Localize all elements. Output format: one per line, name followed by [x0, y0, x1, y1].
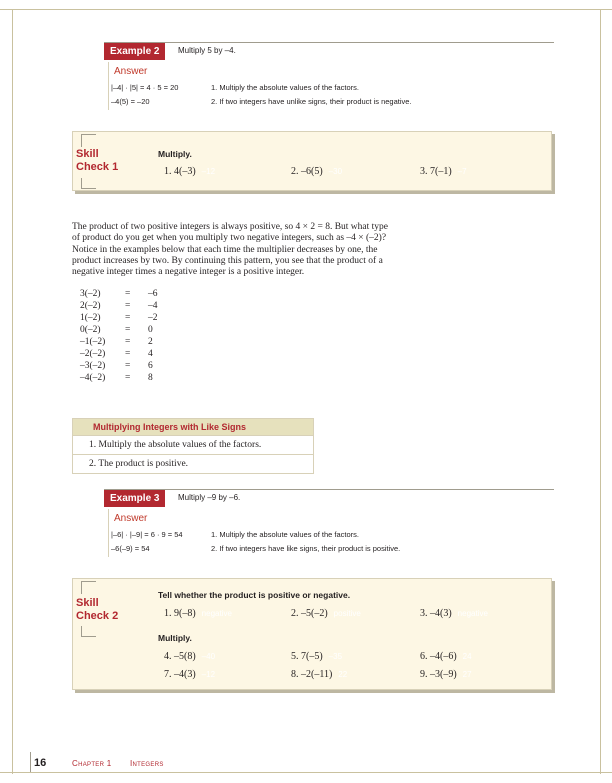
pattern-expr: –4(–2)	[80, 373, 106, 383]
skill-check-1-panel	[72, 131, 552, 191]
pattern-val: –6	[148, 289, 158, 299]
pattern-eq: =	[125, 337, 131, 347]
problem-answer: negative	[201, 609, 232, 618]
example2-math-1: |–4| · |5| = 4 · 5 = 20	[111, 83, 179, 92]
skill-check-2-problem-1	[164, 608, 232, 619]
example3-math-2: –6(–9) = 54	[111, 544, 150, 553]
pattern-row	[80, 348, 180, 360]
example2-answer-bar	[108, 62, 109, 110]
skill-check-2-heading-1: Tell whether the product is positive or negative.	[158, 590, 351, 600]
page-number: 16	[34, 757, 47, 769]
skill-check-1-label-line1: Skill	[76, 148, 99, 160]
rule-box	[72, 418, 314, 474]
pattern-row	[80, 288, 180, 300]
right-margin-rule	[600, 9, 601, 774]
left-margin-rule	[12, 9, 13, 774]
footer-chapter: Chapter 1	[72, 759, 112, 768]
problem-answer: –40	[201, 652, 216, 661]
problem-text: 8. –2(–11)	[291, 669, 333, 680]
pattern-row	[80, 312, 180, 324]
example3-answer-bar	[108, 509, 109, 557]
example3-answer-label: Answer	[114, 513, 148, 524]
pattern-val: –2	[148, 313, 158, 323]
pattern-table	[80, 288, 180, 384]
pattern-row	[80, 324, 180, 336]
skill-check-1-problem-1	[164, 166, 215, 177]
problem-answer: 24	[462, 652, 472, 661]
problem-text: 1. 4(–3)	[164, 166, 196, 177]
example2-answer-label: Answer	[114, 66, 148, 77]
paragraph-line: product increases by two. By continuing this pattern, you see that the product of a	[72, 255, 383, 266]
skill-check-1-problem-3	[420, 166, 467, 177]
problem-text: 2. –6(5)	[291, 166, 323, 177]
example3-math-1: |–6| · |–9| = 6 · 9 = 54	[111, 530, 183, 539]
problem-answer: –7	[457, 167, 467, 176]
top-rule	[0, 9, 612, 10]
pattern-val: –4	[148, 301, 158, 311]
problem-answer: –35	[328, 652, 343, 661]
problem-text: 5. 7(–5)	[291, 651, 323, 662]
problem-text: 4. –5(8)	[164, 651, 196, 662]
problem-answer: positive	[333, 609, 361, 618]
skill-check-2-problem-6	[420, 651, 472, 662]
footer-title: Integers	[130, 759, 164, 768]
pattern-expr: 3(–2)	[80, 289, 101, 299]
skill-check-2-problem-8	[291, 669, 347, 680]
problem-answer: –12	[201, 167, 216, 176]
skill-check-1-bracket-top	[81, 134, 96, 147]
pattern-val: 8	[148, 373, 153, 383]
skill-check-2-problem-4	[164, 651, 215, 662]
problem-text: 2. –5(–2)	[291, 608, 328, 619]
pattern-row	[80, 360, 180, 372]
problem-text: 3. 7(–1)	[420, 166, 452, 177]
skill-check-2-label-line2: Check 2	[76, 610, 119, 622]
pattern-expr: 2(–2)	[80, 301, 101, 311]
skill-check-2-problem-7	[164, 669, 215, 680]
pattern-expr: –1(–2)	[80, 337, 106, 347]
skill-check-1-problem-2	[291, 166, 342, 177]
problem-answer: 22	[338, 670, 348, 679]
pattern-val: 4	[148, 349, 153, 359]
pattern-expr: –2(–2)	[80, 349, 106, 359]
pattern-row	[80, 372, 180, 384]
pattern-eq: =	[125, 349, 131, 359]
skill-check-1-label-line2: Check 1	[76, 161, 119, 173]
paragraph-line: The product of two positive integers is always positive, so 4 × 2 = 8. But what type	[72, 222, 388, 232]
example2-rule	[104, 42, 554, 43]
pattern-val: 2	[148, 337, 153, 347]
example3-tab: Example 3	[104, 490, 165, 507]
pattern-eq: =	[125, 313, 131, 323]
skill-check-2-problem-3	[420, 608, 488, 619]
pattern-row	[80, 300, 180, 312]
pattern-eq: =	[125, 361, 131, 371]
pattern-expr: 0(–2)	[80, 325, 101, 335]
skill-check-2-heading-2: Multiply.	[158, 633, 192, 643]
example2-tab: Example 2	[104, 43, 165, 60]
pattern-eq: =	[125, 301, 131, 311]
problem-answer: negative	[457, 609, 488, 618]
skill-check-2-label	[76, 597, 118, 623]
skill-check-1-label	[76, 148, 118, 174]
paragraph-line: of product do you get when you multiply two negative integers, such as –4 × (–2)?	[72, 233, 387, 244]
skill-check-2-bracket-top	[81, 581, 96, 594]
rule-item: 2. The product is positive.	[73, 454, 313, 473]
skill-check-2-problem-9	[420, 669, 472, 680]
skill-check-2-problem-5	[291, 651, 342, 662]
example3-step-2: 2. If two integers have like signs, their product is positive.	[211, 544, 401, 553]
example2-step-2: 2. If two integers have unlike signs, their product is negative.	[211, 97, 412, 106]
pattern-expr: 1(–2)	[80, 313, 101, 323]
example3-prompt: Multiply –9 by –6.	[178, 493, 241, 502]
rule-box-title: Multiplying Integers with Like Signs	[73, 419, 313, 435]
problem-answer: 27	[462, 670, 472, 679]
paragraph-line: Notice in the examples below that each time the multiplier decreases by one, the	[72, 244, 378, 255]
example3-rule	[104, 489, 554, 490]
pattern-expr: –3(–2)	[80, 361, 106, 371]
problem-answer: –30	[328, 167, 343, 176]
pattern-val: 6	[148, 361, 153, 371]
problem-text: 3. –4(3)	[420, 608, 452, 619]
rule-item: 1. Multiply the absolute values of the factors.	[73, 435, 313, 454]
paragraph-line: negative integer times a negative integer is a positive integer.	[72, 267, 305, 278]
pattern-val: 0	[148, 325, 153, 335]
pattern-eq: =	[125, 325, 131, 335]
problem-text: 6. –4(–6)	[420, 651, 457, 662]
skill-check-1-heading: Multiply.	[158, 149, 192, 159]
problem-text: 9. –3(–9)	[420, 669, 457, 680]
example2-prompt: Multiply 5 by –4.	[178, 46, 236, 55]
problem-answer: –12	[201, 670, 216, 679]
pattern-eq: =	[125, 373, 131, 383]
bottom-rule	[0, 772, 612, 773]
skill-check-2-problem-2	[291, 608, 361, 619]
pattern-row	[80, 336, 180, 348]
example2-math-2: –4(5) = –20	[111, 97, 150, 106]
skill-check-2-label-line1: Skill	[76, 597, 99, 609]
skill-check-1-bracket-bottom	[81, 178, 96, 189]
footer-page-divider	[30, 752, 31, 772]
explanation-paragraph	[72, 222, 452, 278]
problem-text: 1. 9(–8)	[164, 608, 196, 619]
problem-text: 7. –4(3)	[164, 669, 196, 680]
pattern-eq: =	[125, 289, 131, 299]
example3-step-1: 1. Multiply the absolute values of the factors.	[211, 530, 359, 539]
skill-check-2-bracket-bottom	[81, 626, 96, 637]
example2-step-1: 1. Multiply the absolute values of the factors.	[211, 83, 359, 92]
